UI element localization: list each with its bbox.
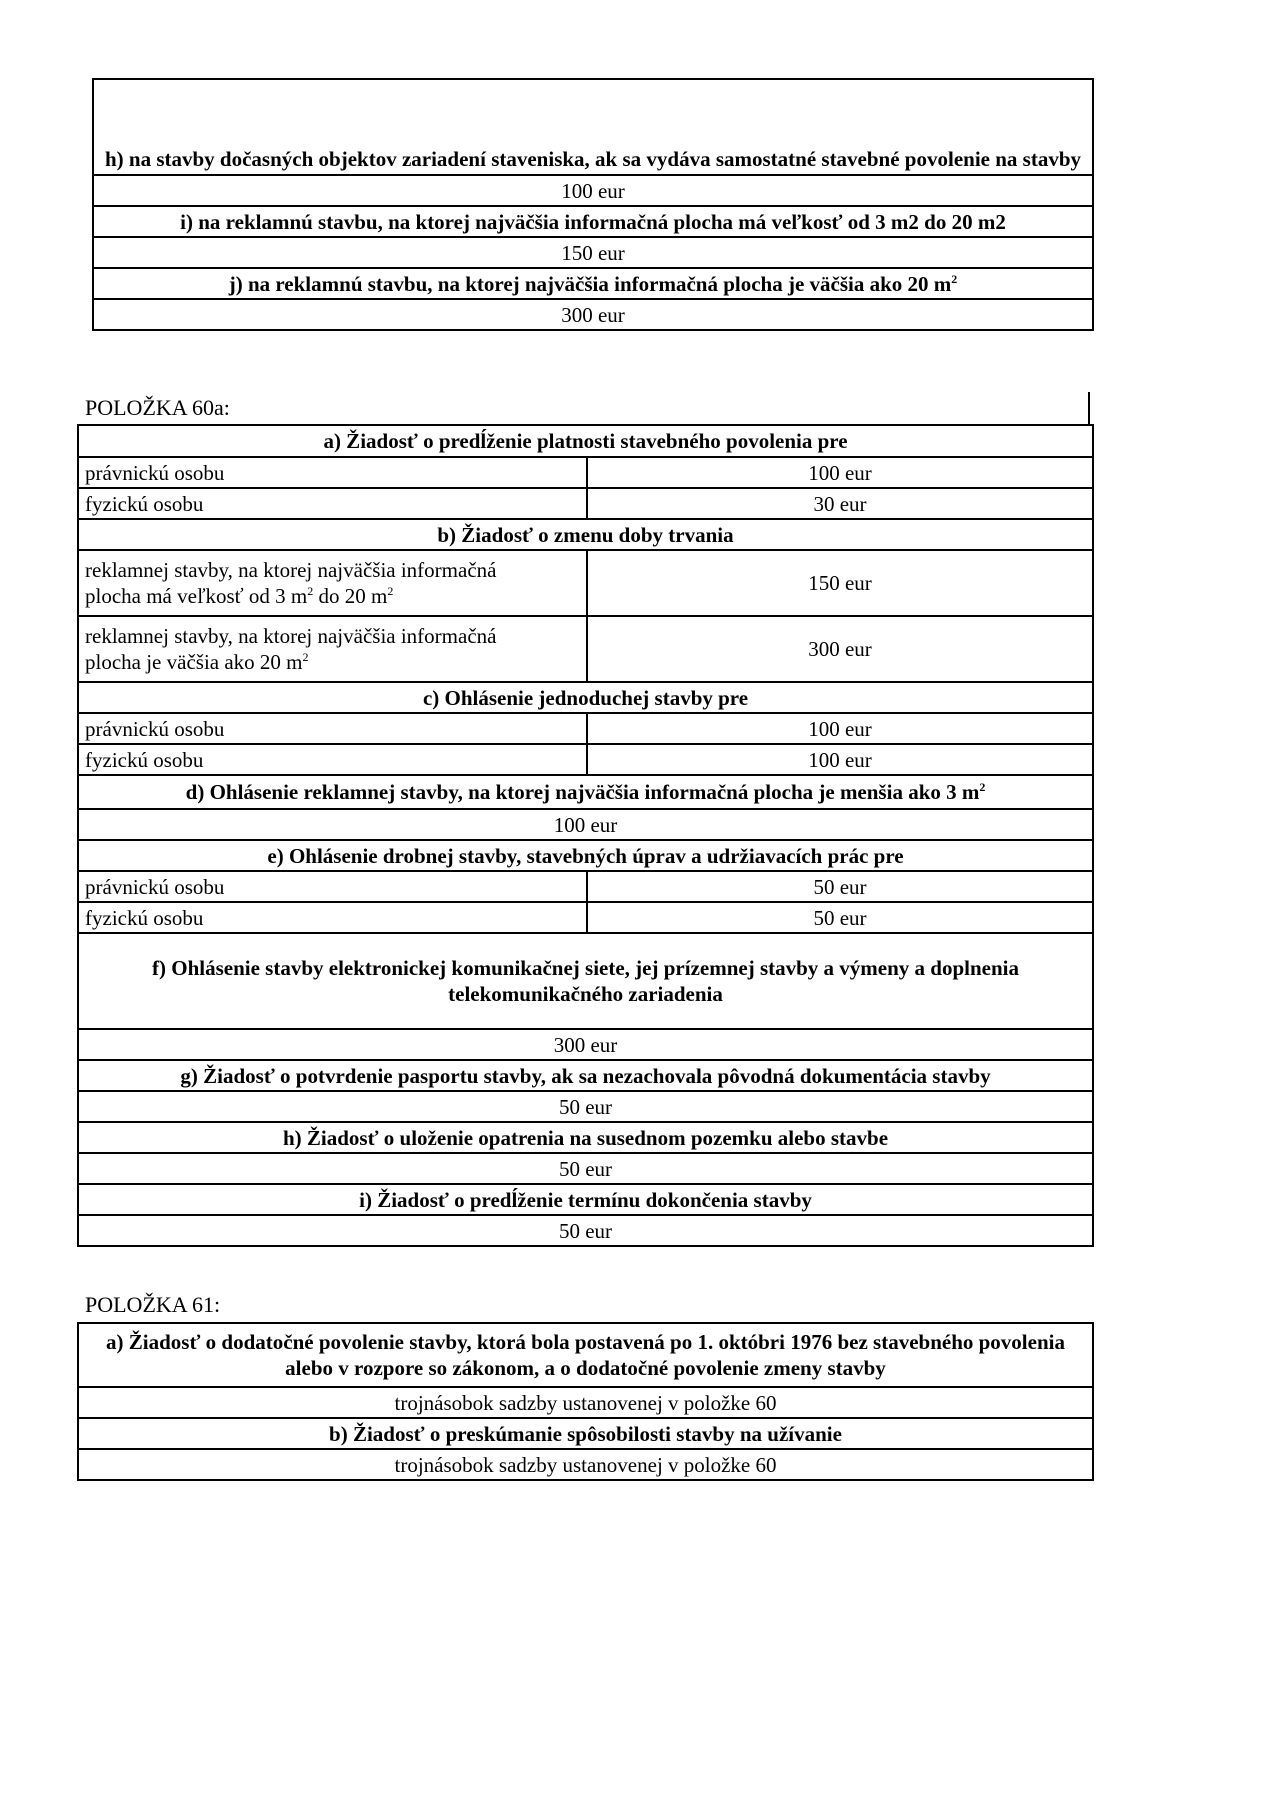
row-fee-i: 150 eur <box>93 237 1093 268</box>
row-label-line <box>85 649 580 675</box>
row-fee: 100 eur <box>587 713 1093 744</box>
row-title-h: h) na stavby dočasných objektov zariadení staveniska, ak sa vydáva samostatné stavebné povolenie na stavby <box>93 79 1093 175</box>
row-fee: 150 eur <box>587 550 1093 616</box>
row-label-multiline <box>78 550 587 616</box>
row-label-line <box>85 583 580 609</box>
row-label: právnickú osobu <box>78 713 587 744</box>
row-title-d <box>78 775 1093 809</box>
row-title-c: c) Ohlásenie jednoduchej stavby pre <box>78 682 1093 713</box>
superscript: 2 <box>387 584 394 598</box>
row-fee-g: 50 eur <box>78 1091 1093 1122</box>
row-fee: 50 eur <box>587 871 1093 902</box>
superscript: 2 <box>951 271 958 286</box>
row-fee-h: 50 eur <box>78 1153 1093 1184</box>
border-tick <box>1088 392 1090 426</box>
row-fee-a: trojnásobok sadzby ustanovenej v položke 60 <box>78 1387 1093 1418</box>
row-title-h: h) Žiadosť o uloženie opatrenia na susednom pozemku alebo stavbe <box>78 1122 1093 1153</box>
fee-table-continued <box>92 78 1094 331</box>
row-fee: 50 eur <box>587 902 1093 933</box>
row-label: fyzickú osobu <box>78 744 587 775</box>
row-label-text: do 20 m <box>313 584 388 608</box>
row-fee: 30 eur <box>587 488 1093 519</box>
section-label-61: POLOŽKA 61: <box>85 1292 221 1317</box>
row-title-a: a) Žiadosť o predĺženie platnosti stavebného povolenia pre <box>78 425 1093 457</box>
row-title-f: f) Ohlásenie stavby elektronickej komunikačnej siete, jej prízemnej stavby a výmeny a doplnenia telekomunikačného zariadenia <box>78 933 1093 1029</box>
row-title-i: i) na reklamnú stavbu, na ktorej najväčšia informačná plocha má veľkosť od 3 m2 do 20 m2 <box>93 206 1093 237</box>
fee-table-61 <box>77 1322 1094 1481</box>
row-fee: 100 eur <box>587 457 1093 488</box>
row-title-a: a) Žiadosť o dodatočné povolenie stavby, ktorá bola postavená po 1. októbri 1976 bez stavebného povolenia alebo v rozpore so zákonom, a o dodatočné povolenie zmeny stavby <box>78 1323 1093 1387</box>
row-label: právnickú osobu <box>78 457 587 488</box>
row-title-j-text: j) na reklamnú stavbu, na ktorej najväčšia informačná plocha je väčšia ako 20 m <box>228 271 952 296</box>
row-label-text: plocha má veľkosť od 3 m <box>85 584 308 608</box>
fee-table-60a <box>77 424 1094 1247</box>
row-title-d-text: d) Ohlásenie reklamnej stavby, na ktorej najväčšia informačná plocha je menšia ako 3 m <box>185 780 980 804</box>
row-title-g: g) Žiadosť o potvrdenie pasportu stavby, ak sa nezachovala pôvodná dokumentácia stavby <box>78 1060 1093 1091</box>
row-title-j <box>93 268 1093 299</box>
row-label: fyzickú osobu <box>78 488 587 519</box>
superscript: 2 <box>302 650 309 664</box>
row-fee-j: 300 eur <box>93 299 1093 330</box>
row-label: fyzickú osobu <box>78 902 587 933</box>
row-label-multiline <box>78 616 587 682</box>
superscript: 2 <box>979 780 986 794</box>
row-title-b: b) Žiadosť o zmenu doby trvania <box>78 519 1093 550</box>
superscript: 2 <box>307 584 314 598</box>
row-fee: 300 eur <box>587 616 1093 682</box>
section-label-60a: POLOŽKA 60a: <box>85 395 230 420</box>
row-title-i: i) Žiadosť o predĺženie termínu dokončenia stavby <box>78 1184 1093 1215</box>
row-title-b: b) Žiadosť o preskúmanie spôsobilosti stavby na užívanie <box>78 1418 1093 1449</box>
row-fee-d: 100 eur <box>78 809 1093 840</box>
row-label-line: reklamnej stavby, na ktorej najväčšia informačná <box>85 624 497 648</box>
row-label-line: reklamnej stavby, na ktorej najväčšia informačná <box>85 558 497 582</box>
row-title-e: e) Ohlásenie drobnej stavby, stavebných úprav a udržiavacích prác pre <box>78 840 1093 871</box>
row-fee-f: 300 eur <box>78 1029 1093 1060</box>
row-fee-b: trojnásobok sadzby ustanovenej v položke 60 <box>78 1449 1093 1480</box>
row-label: právnickú osobu <box>78 871 587 902</box>
row-fee-h: 100 eur <box>93 175 1093 206</box>
row-fee-i: 50 eur <box>78 1215 1093 1246</box>
row-label-text: plocha je väčšia ako 20 m <box>85 650 303 674</box>
row-fee: 100 eur <box>587 744 1093 775</box>
